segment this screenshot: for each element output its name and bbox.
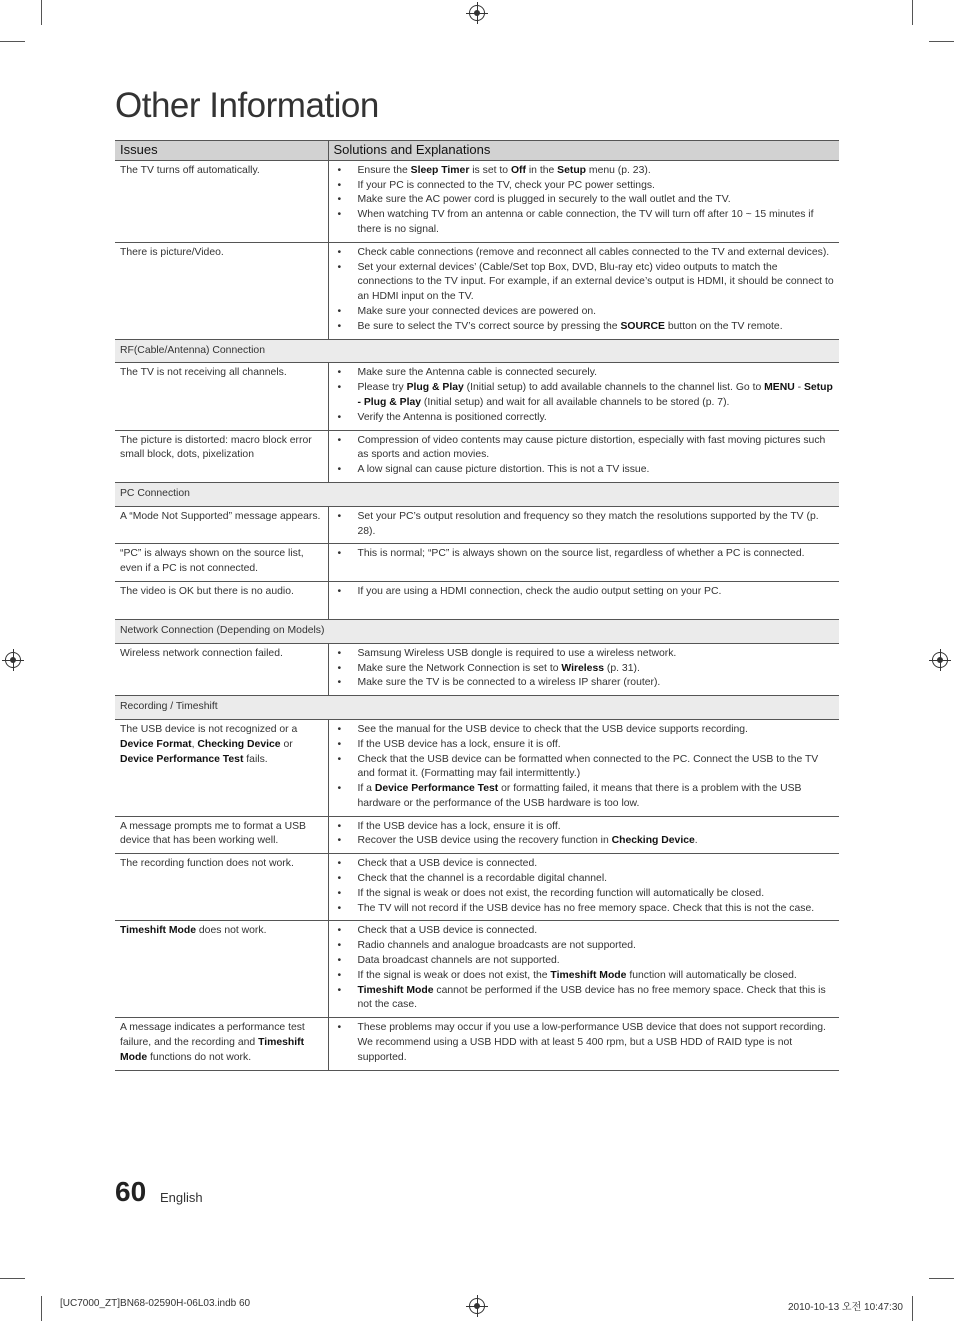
- bold-term: MENU: [764, 382, 795, 394]
- text-segment: If you are using a HDMI connection, check the audio output setting on your PC.: [357, 585, 722, 597]
- text-segment: Make sure the TV is be connected to a wireless IP sharer (router).: [357, 677, 661, 689]
- table-row: [115, 816, 839, 854]
- crop-mark: [41, 1296, 42, 1321]
- text-segment: The recording function does not work.: [120, 858, 294, 870]
- text-segment: Check that the USB device can be formatted when connected to the PC. Connect the USB to the TV and format it. (Formatting may fail intermittently.): [357, 753, 819, 780]
- solution-item: [334, 381, 835, 411]
- text-segment: Data broadcast channels are not supported.: [357, 955, 560, 967]
- bold-term: Sleep Timer: [410, 164, 470, 176]
- solution-item: [334, 305, 835, 320]
- solution-item: [334, 585, 835, 600]
- solution-item: [334, 820, 835, 835]
- text-segment: (Initial setup) to add available channels to the channel list. Go to: [463, 382, 765, 394]
- crop-mark: [912, 0, 913, 25]
- table-body: [115, 160, 839, 1070]
- crop-mark: [41, 0, 42, 25]
- text-segment: ,: [191, 738, 198, 750]
- issue-cell: [115, 816, 328, 854]
- solution-cell: [328, 160, 839, 242]
- text-segment: The video is OK but there is no audio.: [120, 585, 294, 597]
- bold-term: Off: [510, 164, 526, 176]
- solution-list: [334, 820, 835, 850]
- solution-item: [334, 1021, 835, 1065]
- solution-item: [334, 939, 835, 954]
- solution-list: [334, 924, 835, 1013]
- text-segment: Make sure the Antenna cable is connected securely.: [357, 367, 598, 379]
- crop-mark: [912, 1296, 913, 1321]
- bold-term: Timeshift Mode: [357, 984, 434, 996]
- solution-list: [334, 547, 835, 562]
- bold-term: Setup - Plug & Play: [357, 382, 833, 408]
- solution-item: [334, 246, 835, 261]
- text-segment: Set your PC’s output resolution and frequency so they match the resolutions supported by the TV (p. 28).: [357, 510, 819, 537]
- table-row: [115, 160, 839, 242]
- print-timestamp: 2010-10-13 오전 10:47:30: [788, 1302, 903, 1313]
- table-row: [115, 719, 839, 816]
- solution-list: [334, 366, 835, 425]
- text-segment: Be sure to select the TV’s correct source by pressing the: [357, 320, 621, 332]
- bold-term: Timeshift Mode: [120, 925, 197, 937]
- bold-term: Wireless: [561, 662, 605, 674]
- column-header-solutions: Solutions and Explanations: [328, 141, 839, 161]
- bold-term: Device Performance Test: [374, 783, 499, 795]
- solution-item: [334, 872, 835, 887]
- text-segment: Radio channels and analogue broadcasts are not supported.: [357, 940, 636, 952]
- solution-list: [334, 857, 835, 916]
- page-number: 60: [115, 1176, 147, 1207]
- solution-list: [334, 510, 835, 540]
- solution-cell: [328, 854, 839, 921]
- issue-cell: [115, 854, 328, 921]
- text-segment: If your PC is connected to the TV, check your PC power settings.: [357, 179, 655, 191]
- text-segment: If the USB device has a lock, ensure it is off.: [357, 820, 561, 832]
- solution-item: [334, 969, 835, 984]
- section-title: Recording / Timeshift: [115, 696, 839, 720]
- bold-term: Checking Device: [611, 835, 695, 847]
- text-segment: This is normal; “PC” is always shown on the source list, regardless of whether a PC is connected.: [357, 548, 805, 560]
- solution-cell: [328, 921, 839, 1018]
- section-header-row: [115, 339, 839, 363]
- text-segment: fails.: [243, 753, 268, 765]
- solution-item: [334, 662, 835, 677]
- text-segment: If the USB device has a lock, ensure it is off.: [357, 738, 561, 750]
- text-segment: A message prompts me to format a USB device that has been working well.: [120, 820, 306, 847]
- table-row: [115, 544, 839, 582]
- section-title: RF(Cable/Antenna) Connection: [115, 339, 839, 363]
- solution-item: [334, 208, 835, 238]
- text-segment: See the manual for the USB device to check that the USB device supports recording.: [357, 723, 748, 735]
- text-segment: A low signal can cause picture distortion. This is not a TV issue.: [357, 464, 650, 476]
- issue-cell: [115, 363, 328, 430]
- text-segment: The TV will not record if the USB device has no free memory space. Check that this is not the case.: [357, 902, 815, 914]
- solution-item: [334, 647, 835, 662]
- solution-item: [334, 738, 835, 753]
- text-segment: menu (p. 23).: [586, 164, 651, 176]
- solution-item: [334, 924, 835, 939]
- text-segment: “PC” is always shown on the source list, even if a PC is not connected.: [120, 548, 304, 575]
- table-row: [115, 643, 839, 695]
- issue-cell: [115, 160, 328, 242]
- text-segment: in the: [525, 164, 558, 176]
- text-segment: Compression of video contents may cause picture distortion, especially with fast moving pictures such as sports and action movies.: [357, 434, 826, 461]
- text-segment: When watching TV from an antenna or cable connection, the TV will turn off after 10 ~ 15 minutes if there is no signal.: [357, 209, 814, 235]
- solution-cell: [328, 242, 839, 339]
- text-segment: does not work.: [196, 925, 267, 937]
- solution-cell: [328, 719, 839, 816]
- print-file-info: [UC7000_ZT]BN68-02590H-06L03.indb 60: [60, 1298, 251, 1309]
- table-row: [115, 1018, 839, 1070]
- text-segment: The TV is not receiving all channels.: [120, 367, 287, 379]
- text-segment: If the signal is weak or does not exist, the recording function will automatically be closed.: [357, 887, 765, 899]
- text-segment: -: [794, 382, 804, 394]
- text-segment: A “Mode Not Supported” message appears.: [120, 510, 321, 522]
- text-segment: Make sure your connected devices are powered on.: [357, 305, 597, 317]
- issue-cell: [115, 719, 328, 816]
- text-segment: or formatting failed, it means that there is a problem with the USB hardware or the performance of the USB hardware is too low.: [357, 783, 802, 809]
- text-segment: Recover the USB device using the recovery function in: [357, 835, 612, 847]
- solution-item: [334, 366, 835, 381]
- text-segment: Ensure the: [357, 164, 411, 176]
- solution-item: [334, 193, 835, 208]
- bold-term: Setup: [557, 164, 587, 176]
- section-title: PC Connection: [115, 482, 839, 506]
- solution-item: [334, 320, 835, 335]
- solution-item: [334, 510, 835, 540]
- page-language: English: [160, 1190, 203, 1205]
- registration-mark-icon: [469, 5, 485, 21]
- solution-item: [334, 463, 835, 478]
- bold-term: Device Format: [120, 738, 192, 750]
- solution-item: [334, 723, 835, 738]
- solution-cell: [328, 643, 839, 695]
- solution-list: [334, 585, 835, 600]
- registration-mark-icon: [469, 1298, 485, 1314]
- issue-cell: [115, 506, 328, 544]
- text-segment: There is picture/Video.: [120, 246, 224, 258]
- column-header-issues: Issues: [115, 141, 328, 161]
- text-segment: The USB device is not recognized or a: [120, 723, 298, 735]
- solution-item: [334, 834, 835, 849]
- text-segment: The TV turns off automatically.: [120, 164, 260, 176]
- text-segment: Make sure the Network Connection is set to: [357, 662, 562, 674]
- text-segment: These problems may occur if you use a low-performance USB device that does not support recording. We recommend using a USB HDD with at least 5 400 rpm, but a USB HDD of RAID type is not supported.: [357, 1022, 826, 1063]
- table-row: [115, 921, 839, 1018]
- solution-item: [334, 179, 835, 194]
- solution-item: [334, 902, 835, 917]
- table-row: [115, 506, 839, 544]
- text-segment: Wireless network connection failed.: [120, 647, 283, 659]
- solution-list: [334, 434, 835, 478]
- table-row: [115, 242, 839, 339]
- text-segment: or: [280, 738, 293, 750]
- issue-cell: [115, 581, 328, 619]
- issue-cell: [115, 921, 328, 1018]
- page-title: Other Information: [115, 86, 379, 125]
- table-row: [115, 363, 839, 430]
- text-segment: (Initial setup) and wait for all available channels to be stored (p. 7).: [421, 396, 730, 408]
- section-header-row: [115, 696, 839, 720]
- solution-list: [334, 1021, 835, 1065]
- bold-term: Timeshift Mode: [550, 969, 627, 981]
- bold-term: SOURCE: [620, 320, 665, 332]
- solution-list: [334, 723, 835, 812]
- solution-list: [334, 246, 835, 335]
- text-segment: If the signal is weak or does not exist, the: [357, 969, 551, 981]
- text-segment: Make sure the AC power cord is plugged in securely to the wall outlet and the TV.: [357, 194, 731, 206]
- section-title: Network Connection (Depending on Models): [115, 619, 839, 643]
- text-segment: Samsung Wireless USB dongle is required to use a wireless network.: [357, 647, 677, 659]
- text-segment: .: [694, 835, 698, 847]
- solution-cell: [328, 816, 839, 854]
- text-segment: Check that the channel is a recordable digital channel.: [357, 873, 608, 885]
- text-segment: Please try: [357, 382, 407, 394]
- text-segment: Check that a USB device is connected.: [357, 858, 538, 870]
- text-segment: button on the TV remote.: [664, 320, 783, 332]
- text-segment: Verify the Antenna is positioned correctly.: [357, 411, 547, 423]
- text-segment: The picture is distorted: macro block error small block, dots, pixelization: [120, 434, 312, 461]
- issue-cell: [115, 643, 328, 695]
- section-header-row: [115, 619, 839, 643]
- crop-mark: [0, 1278, 25, 1279]
- table-header-row: [115, 141, 839, 161]
- table-row: [115, 854, 839, 921]
- text-segment: A message indicates a performance test failure, and the recording and: [120, 1022, 305, 1049]
- issue-cell: [115, 242, 328, 339]
- solution-cell: [328, 363, 839, 430]
- text-segment: Set your external devices’ (Cable/Set top Box, DVD, Blu-ray etc) video outputs to match the connections to the TV input. For example, if an external device’s output is HDMI, it should be connect to an HDMI input on the TV.: [357, 261, 834, 303]
- issue-cell: [115, 544, 328, 582]
- solution-item: [334, 164, 835, 179]
- solution-item: [334, 547, 835, 562]
- solution-item: [334, 857, 835, 872]
- solution-item: [334, 887, 835, 902]
- table-row: [115, 430, 839, 482]
- bold-term: Checking Device: [197, 738, 281, 750]
- solution-item: [334, 434, 835, 464]
- text-segment: (p. 31).: [604, 662, 640, 674]
- text-segment: Check that a USB device is connected.: [357, 925, 538, 937]
- solution-item: [334, 676, 835, 691]
- solution-item: [334, 261, 835, 305]
- solution-cell: [328, 430, 839, 482]
- section-header-row: [115, 482, 839, 506]
- text-segment: is set to: [469, 164, 511, 176]
- crop-mark: [929, 41, 954, 42]
- solution-cell: [328, 1018, 839, 1070]
- solution-cell: [328, 581, 839, 619]
- solution-cell: [328, 506, 839, 544]
- troubleshooting-table: [115, 140, 839, 1071]
- text-segment: functions do not work.: [147, 1051, 252, 1063]
- solution-item: [334, 954, 835, 969]
- solution-item: [334, 984, 835, 1014]
- solution-list: [334, 647, 835, 691]
- text-segment: function will automatically be closed.: [626, 969, 797, 981]
- solution-item: [334, 753, 835, 783]
- table-row: [115, 581, 839, 619]
- issue-cell: [115, 1018, 328, 1070]
- crop-mark: [0, 41, 25, 42]
- bold-term: Device Performance Test: [120, 753, 244, 765]
- registration-mark-icon: [5, 652, 21, 668]
- crop-mark: [929, 1278, 954, 1279]
- solution-item: [334, 411, 835, 426]
- solution-list: [334, 164, 835, 238]
- bold-term: Timeshift Mode: [120, 1037, 305, 1063]
- registration-mark-icon: [932, 652, 948, 668]
- issue-cell: [115, 430, 328, 482]
- bold-term: Plug & Play: [406, 382, 464, 394]
- text-segment: cannot be performed if the USB device has no free memory space. Check that this is not the case.: [357, 984, 826, 1011]
- solution-cell: [328, 544, 839, 582]
- text-segment: Check cable connections (remove and reconnect all cables connected to the TV and external devices).: [357, 246, 830, 258]
- solution-item: [334, 782, 835, 812]
- text-segment: If a: [357, 783, 375, 795]
